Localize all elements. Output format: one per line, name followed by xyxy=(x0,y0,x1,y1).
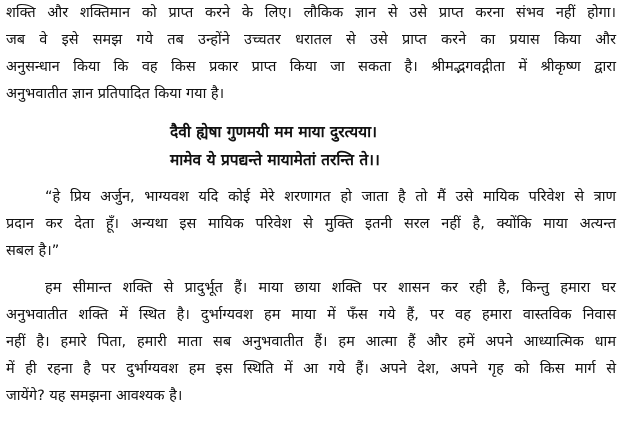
verse-block xyxy=(6,118,616,174)
paragraph-line: अनुभवातीत शक्ति में स्थित है। दुर्भाग्यवश हम माया में फँस गये हैं, पर वह हमारा वास्तविक निवास xyxy=(6,307,616,323)
verse-line: मामेव ये प्रपद्यन्ते मायामेतां तरन्ति ते।। xyxy=(170,151,380,169)
paragraph-line: में ही रहना है पर दुर्भाग्यवश हम इस स्थिति में आ गये हैं। अपने देश, अपने गृह को किस मार्ग से xyxy=(6,361,616,377)
paragraph-line: जायेंगे? यह समझना आवश्यक है। xyxy=(6,388,183,404)
paragraph-line: हम सीमान्त शक्ति से प्रादुर्भूत हैं। माया छाया शक्ति पर शासन कर रही है, किन्तु हमारा घर xyxy=(45,280,616,296)
paragraph-line: अनुभवातीत ज्ञान प्रतिपादित किया गया है। xyxy=(6,86,225,102)
paragraph-line: नहीं है। हमारे पिता, हमारी माता सब अनुभवातीत हैं। हम आत्मा हैं और हमें अपने आध्यात्मिक धाम xyxy=(6,334,616,350)
paragraph-3 xyxy=(6,275,616,410)
paragraph-line: जब वे इसे समझ गये तब उन्होंने उच्चतर धरातल से उसे प्राप्त करने का प्रयास किया और xyxy=(6,32,616,48)
paragraph-line: प्रदान कर देता हूँ। अन्यथा इस मायिक परिवेश से मुक्ति इतनी सरल नहीं है, क्योंकि माया अत्यन्त xyxy=(6,216,616,232)
paragraph-line: सबल है।” xyxy=(6,243,60,259)
paragraph-line: शक्ति और शक्तिमान को प्राप्त करने के लिए। लौकिक ज्ञान से उसे प्राप्त करना संभव नहीं होगा। xyxy=(6,5,616,21)
spacer xyxy=(6,265,616,275)
document-page xyxy=(6,0,616,410)
verse-line: दैवी ह्येषा गुणमयी मम माया दुरत्यया। xyxy=(170,123,377,141)
paragraph-line: अनुसन्धान किया कि वह किस प्रकार प्राप्त किया जा सकता है। श्रीमद्भगवद्गीता में श्रीकृष्ण द्वारा xyxy=(6,59,616,75)
paragraph-1 xyxy=(6,0,616,108)
spacer xyxy=(6,108,616,118)
spacer xyxy=(6,174,616,184)
paragraph-line: “हे प्रिय अर्जुन, भाग्यवश यदि कोई मेरे शरणागत हो जाता है तो मैं उसे मायिक परिवेश से त्राण xyxy=(45,189,616,205)
paragraph-2 xyxy=(6,184,616,265)
